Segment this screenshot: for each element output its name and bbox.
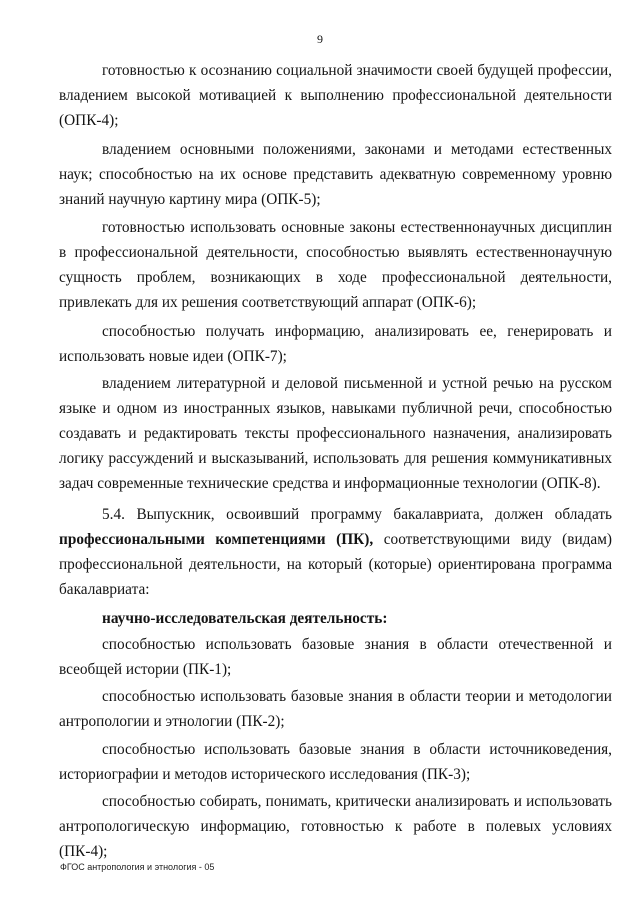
intro-bold-term: профессиональными компетенциями (ПК),: [59, 531, 374, 548]
page-number: 9: [317, 32, 323, 46]
competency-pk-2: способностью использовать базовые знания в области теории и методологии антропологии и этнологии (ПК-2);: [59, 688, 612, 730]
competency-opk-8: владением литературной и деловой письменной и устной речью на русском языке и одном из иностранных языков, навыками публичной речи, способностью создавать и редактировать тексты профессионального назначения, анализировать логику рассуждений и высказываний, использовать для решения коммуникативных задач современные технические средства и информационные технологии (ОПК-8).: [59, 375, 612, 492]
intro-start: 5.4. Выпускник, освоивший программу бакалавриата, должен обладать: [102, 506, 612, 523]
competency-opk-7: способностью получать информацию, анализировать ее, генерировать и использовать новые идеи (ОПК-7);: [59, 323, 612, 365]
section-5-4-intro: [59, 502, 612, 602]
competency-pk-4: способностью собирать, понимать, критически анализировать и использовать антропологическую информацию, готовностью к работе в полевых условиях (ПК-4);: [59, 793, 612, 860]
competency-pk-3: способностью использовать базовые знания в области источниковедения, историографии и методов исторического исследования (ПК-3);: [59, 741, 612, 783]
competency-opk-5: владением основными положениями, законами и методами естественных наук; способностью на их основе представить адекватную современному уровню знаний научную картину мира (ОПК-5);: [59, 141, 612, 208]
section-heading: научно-исследовательская деятельность:: [102, 610, 388, 627]
competency-opk-6: готовностью использовать основные законы естественнонаучных дисциплин в профессиональной деятельности, способностью выявлять естественнонаучную сущность проблем, возникающих в ходе профессиональной деятельности, привлекать для их решения соответствующий аппарат (ОПК-6);: [59, 219, 612, 311]
footer-label: ФГОС антропология и этнология - 05: [60, 862, 215, 872]
intro-end: соответствующими виду (видам) профессиональной деятельности, на который (которые) ориентирована программа бакалавриата:: [59, 531, 612, 598]
competency-opk-4: готовностью к осознанию социальной значимости своей будущей профессии, владением высокой мотивацией к выполнению профессиональной деятельности (ОПК-4);: [59, 62, 612, 129]
competency-pk-1: способностью использовать базовые знания в области отечественной и всеобщей истории (ПК-1);: [59, 636, 612, 678]
